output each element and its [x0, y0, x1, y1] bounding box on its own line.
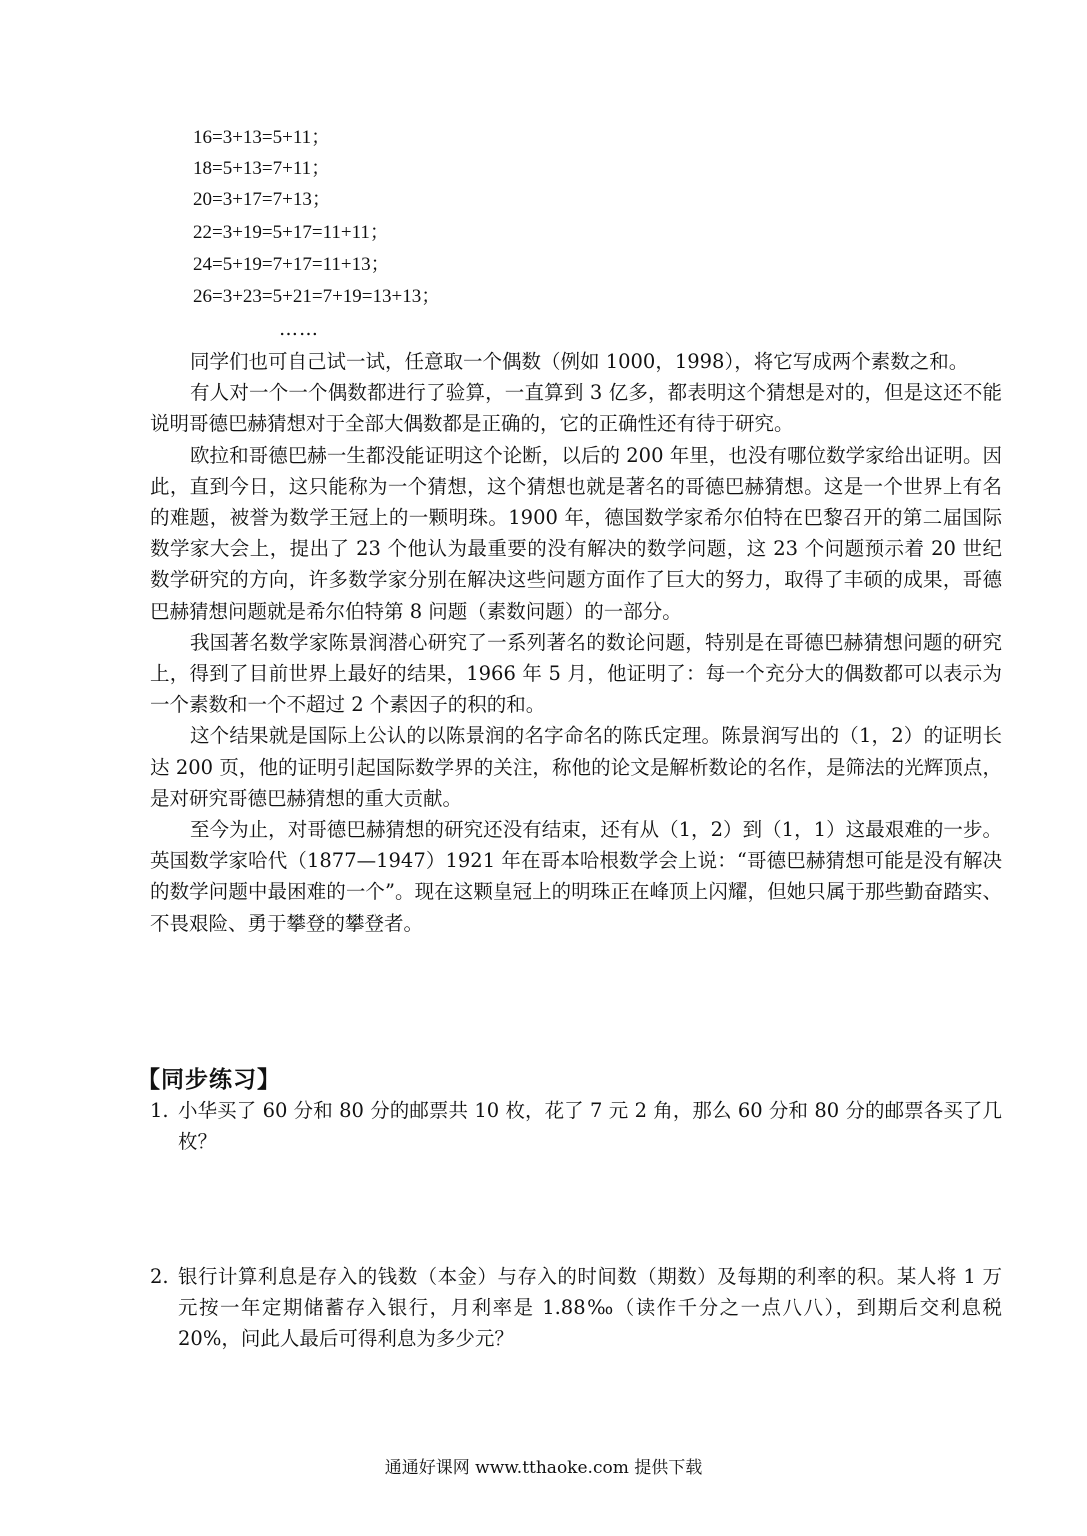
equation-line: 22=3+19=5+17=11+11； [193, 222, 389, 243]
ellipsis: …… [279, 318, 319, 340]
question-number: 2. [150, 1265, 169, 1288]
question-text: 小华买了 60 分和 80 分的邮票共 10 枚，花了 7 元 2 角，那么 60 分和 80 分的邮票各买了几枚？ [178, 1099, 1002, 1154]
question-item [150, 1261, 1002, 1355]
equation-line: 20=3+17=7+13； [193, 189, 331, 210]
question-item [150, 1095, 1002, 1157]
equation-line: 16=3+13=5+11； [193, 127, 331, 148]
page-footer: 通通好课网 www.tthaoke.com 提供下载 [384, 1458, 703, 1478]
paragraph: 欧拉和哥德巴赫一生都没能证明这个论断，以后的 200 年里，也没有哪位数学家给出证明。因此，直到今日，这只能称为一个猜想，这个猜想也就是著名的哥德巴赫猜想。这是一个世界上有名的难题，被誉为数学王冠上的一颗明珠。1900 年，德国数学家希尔伯特在巴黎召开的第二届国际数学家大会上，提出了 23 个他认为最重要的没有解决的数学问题，这 23 个问题预示着 20 世纪数学研究的方向，许多数学家分别在解决这些问题方面作了巨大的努力，取得了丰硕的成果，哥德巴赫猜想问题就是希尔伯特第 8 问题（素数问题）的一部分。 [150, 443, 1002, 623]
paragraph: 至今为止，对哥德巴赫猜想的研究还没有结束，还有从（1，2）到（1，1）这最艰难的一步。英国数学家哈代（1877—1947）1921 年在哥本哈根数学会上说：“哥德巴赫猜想可能是没有解决的数学问题中最困难的一个”。现在这颗皇冠上的明珠正在峰顶上闪耀，但她只属于那些勤奋踏实、不畏艰险、勇于攀登的攀登者。 [150, 818, 1002, 935]
paragraph: 同学们也可自己试一试，任意取一个偶数（例如 1000，1998），将它写成两个素数之和。 [190, 350, 969, 373]
question-number: 1. [150, 1099, 169, 1122]
question-text: 银行计算利息是存入的钱数（本金）与存入的时间数（期数）及每期的利率的积。某人将 1 万元按一年定期储蓄存入银行，月利率是 1.88‰（读作千分之一点八八），到期后交利息税 20%，问此人最后可得利息为多少元？ [178, 1265, 1002, 1351]
paragraph: 有人对一个一个偶数都进行了验算，一直算到 3 亿多，都表明这个猜想是对的，但是这还不能说明哥德巴赫猜想对于全部大偶数都是正确的，它的正确性还有待于研究。 [150, 381, 1002, 436]
article-body [150, 346, 1002, 939]
paragraph: 我国著名数学家陈景润潜心研究了一系列著名的数论问题，特别是在哥德巴赫猜想问题的研究上，得到了目前世界上最好的结果，1966 年 5 月，他证明了：每一个充分大的偶数都可以表示为一个素数和一个不超过 2 个素因子的积的和。 [150, 630, 1002, 717]
exercise-heading: 【同步练习】 [137, 1067, 281, 1093]
paragraph: 这个结果就是国际上公认的以陈景润的名字命名的陈氏定理。陈景润写出的（1，2）的证明长达 200 页，他的证明引起国际数学界的关注，称他的论文是解析数论的名作，是筛法的光辉顶点，是对研究哥德巴赫猜想的重大贡献。 [150, 724, 1002, 810]
equation-line: 26=3+23=5+21=7+19=13+13； [193, 286, 441, 307]
equation-line: 18=5+13=7+11； [193, 158, 331, 179]
equation-line: 24=5+19=7+17=11+13； [193, 254, 390, 275]
